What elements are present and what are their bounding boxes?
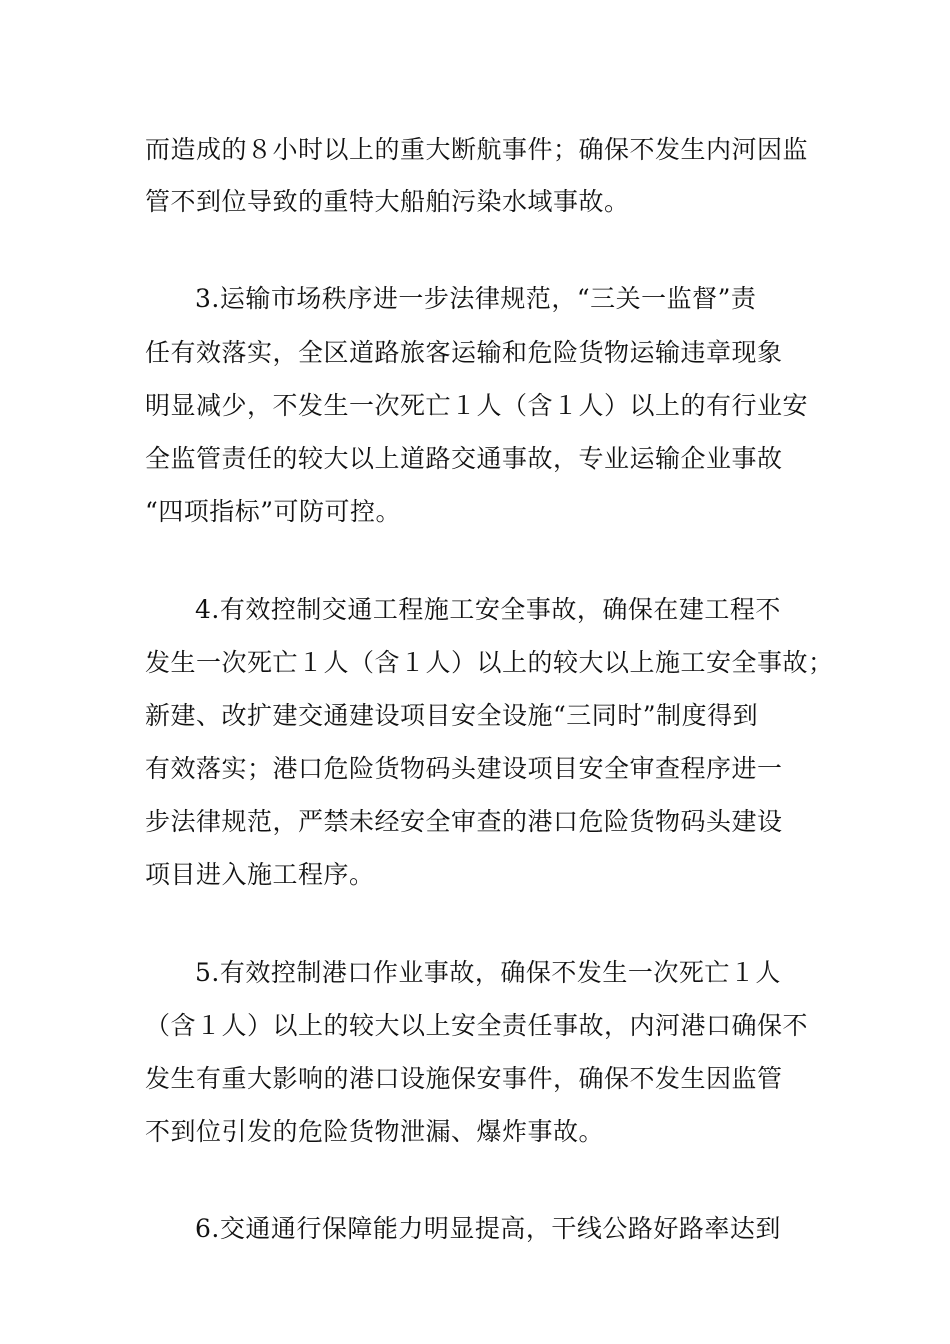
text-line: 任有效落实，全区道路旅客运输和危险货物运输违章现象 [145,338,783,367]
text-line: 发生有重大影响的港口设施保安事件，确保不发生因监管 [145,1064,783,1093]
text-line: 项目进入施工程序。 [145,860,375,889]
text-line: 而造成的８小时以上的重大断航事件；确保不发生内河因监 [145,135,809,164]
text-line: 3.运输市场秩序进一步法律规范，“三关一监督”责 [195,284,757,313]
text-line: 有效落实；港口危险货物码头建设项目安全审查程序进一 [145,754,783,783]
text-line: 步法律规范，严禁未经安全审查的港口危险货物码头建设 [145,807,783,836]
text-line: 不到位引发的危险货物泄漏、爆炸事故。 [145,1117,605,1146]
text-line: 4.有效控制交通工程施工安全事故，确保在建工程不 [195,595,781,624]
text-line: 新建、改扩建交通建设项目安全设施“三同时”制度得到 [145,701,759,730]
text-line: 5.有效控制港口作业事故，确保不发生一次死亡１人 [195,958,781,987]
text-line: 明显减少，不发生一次死亡１人（含１人）以上的有行业安 [145,391,809,420]
text-line: 全监管责任的较大以上道路交通事故，专业运输企业事故 [145,444,783,473]
text-line: 发生一次死亡１人（含１人）以上的较大以上施工安全事故； [145,648,834,677]
text-line: “四项指标”可防可控。 [145,497,402,526]
text-line: （含１人）以上的较大以上安全责任事故，内河港口确保不 [145,1011,809,1040]
text-line: 6.交通通行保障能力明显提高，干线公路好路率达到 [195,1214,781,1243]
text-line: 管不到位导致的重特大船舶污染水域事故。 [145,187,630,216]
